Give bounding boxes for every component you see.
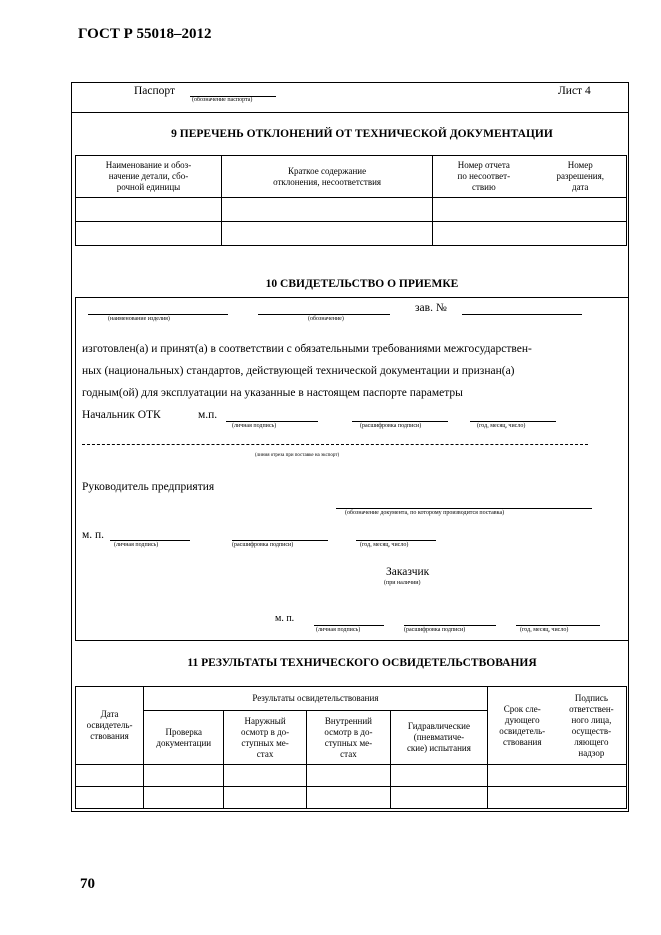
page-number: 70	[80, 876, 95, 892]
table-row	[76, 787, 627, 809]
otk-decode-line	[352, 421, 448, 422]
customer-decode-line	[404, 625, 496, 626]
table-row	[76, 765, 627, 787]
designation-line	[258, 314, 390, 315]
col-hydraulic: Гидравлические (пневматиче- ские) испытания	[391, 711, 488, 765]
col-sign: Подпись ответствен- ного лица, осуществ- ляющего надзор	[557, 687, 627, 765]
customer-decode-caption: (расшифровка подписи)	[404, 627, 466, 633]
otk-sign-line	[226, 421, 318, 422]
head-date-line	[356, 540, 436, 541]
doc-line	[336, 508, 592, 509]
deviations-table	[75, 155, 627, 246]
head-label: Руководитель предприятия	[82, 481, 215, 493]
standard-header: ГОСТ Р 55018–2012	[78, 26, 212, 42]
acceptance-line3: годным(ой) для эксплуатации на указанные в настоящем паспорте параметры	[82, 387, 463, 399]
customer-sign-line	[314, 625, 384, 626]
customer-caption: (при наличии)	[384, 580, 421, 586]
customer-stamp: м. п.	[275, 613, 295, 624]
product-caption: (наименование изделия)	[108, 316, 170, 322]
acceptance-line2: ных (национальных) стандартов, действующей технической документации и признан(а)	[82, 365, 515, 377]
head-sign-caption: (личная подпись)	[114, 542, 159, 548]
designation-caption: (обозначение)	[308, 316, 344, 322]
customer-date-line	[516, 625, 600, 626]
col-internal: Внутренний осмотр в до- ступных ме- стах	[306, 711, 390, 765]
col-term: Срок сле- дующего освидетель- ствования	[487, 687, 557, 765]
otk-sign-caption: (личная подпись)	[232, 423, 277, 429]
col-permit: Номер разрешения, дата	[534, 156, 626, 198]
customer-sign-caption: (личная подпись)	[316, 627, 361, 633]
product-line	[88, 314, 228, 315]
head-stamp: м. п.	[82, 529, 105, 541]
col-docs: Проверка документации	[144, 711, 224, 765]
section10-bottom	[75, 640, 628, 641]
cut-line	[82, 444, 588, 445]
acceptance-line1: изготовлен(а) и принят(а) в соответствии с обязательными требованиями межгосударствен-	[82, 343, 532, 355]
col-external: Наружный осмотр в до- ступных ме- стах	[224, 711, 306, 765]
otk-date-caption: (год, месяц, число)	[477, 423, 526, 429]
head-decode-line	[232, 540, 328, 541]
customer-date-caption: (год, месяц, число)	[520, 627, 569, 633]
frame-divider	[71, 112, 628, 113]
serial-line	[462, 314, 582, 315]
head-sign-line	[110, 540, 190, 541]
col-results: Результаты освидетельствования	[144, 687, 488, 711]
head-decode-caption: (расшифровка подписи)	[232, 542, 294, 548]
cut-caption: (линия отреза при поставке на экспорт)	[255, 453, 340, 458]
head-date-caption: (год, месяц, число)	[360, 542, 409, 548]
otk-decode-caption: (расшифровка подписи)	[360, 423, 422, 429]
section10-title: 10 СВИДЕТЕЛЬСТВО О ПРИЕМКЕ	[265, 278, 459, 290]
table-row	[76, 198, 627, 222]
col-summary: Краткое содержание отклонения, несоответствия	[221, 156, 432, 198]
customer-label: Заказчик	[386, 566, 430, 578]
section11-title: 11 РЕЗУЛЬТАТЫ ТЕХНИЧЕСКОГО ОСВИДЕТЕЛЬСТВОВАНИЯ	[187, 657, 537, 669]
doc-caption: (обозначение документа, по которому производится поставка)	[345, 510, 505, 516]
otk-stamp: м.п.	[198, 409, 218, 421]
col-report: Номер отчета по несоответ- ствию	[433, 156, 535, 198]
serial-label: зав. №	[415, 302, 447, 314]
inspection-table	[75, 686, 627, 809]
passport-label: Паспорт	[134, 85, 176, 97]
table-row	[76, 222, 627, 246]
passport-caption: (обозначение паспорта)	[192, 97, 253, 103]
col-name: Наименование и обоз- начение детали, сбо- рочной единицы	[76, 156, 222, 198]
section9-title: 9 ПЕРЕЧЕНЬ ОТКЛОНЕНИЙ ОТ ТЕХНИЧЕСКОЙ ДОКУМЕНТАЦИИ	[171, 128, 553, 140]
sheet-number: Лист 4	[558, 85, 591, 97]
otk-date-line	[470, 421, 556, 422]
otk-label: Начальник ОТК	[82, 409, 161, 421]
col-date: Дата освидетель- ствования	[76, 687, 144, 765]
